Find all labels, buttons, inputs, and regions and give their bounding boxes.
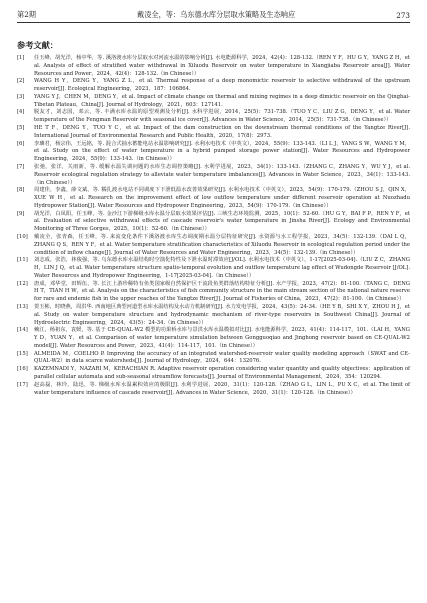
reference-text: ALMEIDA M，COELHO P. Improving the accuracy of an integrated watershed-reservoir water quality modeling approach（SWAT and CE-QUAL-W2）in data scarce watersheds[J]. Journal of Hydrology，2024，644：132076.: [34, 350, 410, 365]
reference-item: [17, 281, 410, 304]
reference-item: [17, 109, 410, 125]
issue-label: 第2期: [17, 10, 36, 19]
reference-text: 刘志成，张浩，林俊强，等. 乌东德水库水温结构时空演化特性及下泄水温时滞效应[J/OL]. 水利水电技术（中英文），1-17[2025-03-04].（LIU Z C，ZHANG H，LIN J Q，et al. Water temperature structure spatio-temporal evolution and outflow temperature lag effect of Wudongde Reservoir [J/OL]. Water Resources and Hydropower Engineering，1-17[2025-03-04].（in Chinese））: [34, 257, 410, 279]
reference-item: [17, 382, 410, 398]
reference-number: [16]: [17, 366, 28, 373]
reference-item: [17, 125, 410, 141]
reference-text: HE T F，DENG Y，TUO Y C，et al. Impact of the dam construction on the downstream thermal conditions of the Yangtze River[J]. International Journal of Environmental Research and Public Health，2020，17(8)：2973.: [34, 125, 410, 139]
reference-item: [17, 351, 410, 367]
reference-number: [1]: [17, 55, 25, 61]
page-number: 273: [396, 11, 410, 20]
reference-text: WANG H Y，DENG Y，YANG Z L，et al. Thermal response of a deep monomictic reservoir to selective withdrawal of the upstream reservoir[J]. Ecological Engineering，2023，187：106864.: [34, 78, 410, 93]
reference-number: [6]: [17, 140, 25, 147]
reference-text: 赖江，杨祖东，袁媛，等. 基于 CE-QUAL-W2 模型的功果桥水库与景洪水库水温模拟对比[J]. 水电能源科学，2023，41(4)：114-117，101.（LAI H，YANG Y D，YUAN Y，et al. Comparison of water temperature simulation between Gongguoqiao and Jinghong reservoir based on CE-QUAL-W2 model[J]. Water Resources and Power，2023，41(4)：114-117，101.（in Chinese））: [34, 327, 410, 349]
reference-text: 脱友才，刘志国，邓云，等. 丰满水库水温的原型观测及分析[J]. 水科学进展，2014，25(5)：731-738.（TUO Y C，LIU Z G，DENG Y，et al. Water temperature of the Fengman Reservoir with seasonal ice cover[J]. Advances in Water Science，2014，25(5)：731-738.（in Chinese））: [34, 109, 410, 124]
reference-number: [2]: [17, 78, 25, 85]
reference-item: [17, 211, 410, 234]
reference-number: [12]: [17, 280, 28, 287]
reference-text: 周建佳，李鑫，薛文斌，等. 糯扎渡水电站不同调度下下泄低温水改善效果研究[J]. 水利水电技术（中英文），2023，54(9)：170-179.（ZHOU S J，QIN X，XUE W H，et al. Research on the improvement effect of low outflow temperature under different reservoir operation at Nuozhadu Hydropower Station[J]. Water Resources and Hydropower Engineering，2023，54(9)：170-179.（in Chinese））: [34, 187, 410, 209]
section-title: 参考文献：: [17, 40, 58, 50]
reference-text: 张弛，张洋，关雨新，等. 缓解水温失调问题的水库生态调控策略[J]. 水利学进展，2023，34(1)：133-143.（ZHANG C，ZHANG Y，WU Y J，et al. Reservoir ecological regulation strategy to alleviate water temperature imbalances[J]. Advances in Water Science，2023，34(1)：133-143.（in Chinese））: [34, 163, 410, 186]
reference-list: [17, 55, 410, 397]
reference-number: [8]: [17, 187, 25, 194]
reference-item: [17, 141, 410, 164]
document-page: [0, 3, 427, 603]
reference-number: [7]: [17, 163, 25, 170]
reference-number: [14]: [17, 327, 28, 334]
reference-text: 唐成，邓华堂，田辉伍，等. 长江上游珍稀特有鱼类国家级自然保护区干流段鱼类群落结构特征分析[J]. 水产学报，2023，47(2)：81-100.（TANG C，DENG H T，TIAN H W，et al. Analysis on the characteristics of fish community structure in the main stream section of the national nature reserve for rare and endemic fish in the upper reaches of the Yangtze River[J]. Journal of Fisheries of China，2023，47(2)：81-100.（in Chinese））: [34, 280, 410, 303]
reference-text: 胡光洋，白凤阳，任玉峰，等. 金沙江下游梯级水库水温分层取水效果评估[J]. 三峡生态环境监测，2025，10(1)：52-60.（HU G Y，BAI F P，REN Y F，et al. Evaluation of selective withdrawal effects of cascade reservoir's water temperature in Jinsha River[J]. Ecology and Environmental Monitoring of Three Gorges，2025，10(1)：52-60.（in Chinese））: [34, 210, 410, 233]
running-title: 戴凌全，等：乌东德水库分层取水策略及生态响应: [137, 10, 296, 19]
reference-item: [17, 55, 410, 78]
reference-number: [15]: [17, 350, 28, 357]
reference-item: [17, 327, 410, 350]
reference-number: [11]: [17, 257, 28, 264]
reference-number: [5]: [17, 125, 25, 132]
reference-text: YANG Y J，CHEN M，DENG Y，et al. Impact of climate change on thermal and mixing regimes in a deep dimictic reservoir on the Qinghai-Tibetan Plateau，China[J]. Journal of Hydrology，2021，603：127141.: [34, 93, 410, 108]
reference-number: [13]: [17, 304, 28, 310]
reference-item: [17, 257, 410, 280]
reference-item: [17, 187, 410, 210]
reference-text: 任玉峰，胡光洋，杨中华，等. 溪洛渡水库分层取水对河流水温的影响分析[J]. 水电能源科学，2024，42(4)：128-132.（REN Y F，HU G Y，YANG Z H，et al. Analysis of effect of stratified water withdrawal in Xiluodu Reservoir on water temperature in Xiangjiaba Reservoir area[J]. Water Resources and Power，2024，42(4)：128-132.（in Chinese））: [34, 55, 410, 77]
reference-item: [17, 234, 410, 257]
reference-number: [9]: [17, 210, 25, 217]
reference-text: KAZEMNADI Y，NAZARI M，KERACHIAN R. Adaptive reservoir operation considering water quantity and quality objectives：application of parallel cellular automata and sub-seasonal streamflow forecasts[J]. Journal of Environmental Management，2024，354：120294.: [34, 366, 410, 381]
running-header: [17, 3, 410, 23]
reference-item: [17, 78, 410, 94]
reference-text: 贺玉彬，时晓燕，周洪华. 西南地区典型河道型水库水温结构及水动力机制研究[J]. 水力发电学报，2024，43(5)：24-34.（HE Y B，SHI X Y，ZHOU H J，et al. Study on water temperature structure and hydrodynamic mechanism of river-type reservoirs in Southwest China[J]. Journal of Hydroelectric Engineering，2024，43(5)：24-34.（in Chinese））: [34, 304, 410, 326]
reference-text: 李璘君，杨宗伟，王远铭，等. 混合式抽水蓄能电站水温影响研究[J]. 水利水电技术（中英文），2024，55(9)：133-143.（LI L J，YANG S W，WANG Y M，et al. Study on the effect of water temperature in a hybrid pumped storage power station[J]. Water Resources and Hydropower Engineering，2024，55(9)：133-143.（in Chinese））: [34, 140, 410, 163]
reference-item: [17, 94, 410, 110]
reference-item: [17, 304, 410, 327]
reference-item: [17, 164, 410, 187]
reference-number: [17]: [17, 381, 28, 388]
reference-number: [3]: [17, 93, 25, 100]
reference-text: 戴凌全，张青森，任玉峰，等. 来流变化条件下溪洛渡水库生态调度期水温分层特征研究[J]. 水资源与水工程学报，2023，34(5)：132-139.（DAI L Q，ZHANG Q S，REN Y F，et al. Water temperature stratification characteristics of Xiluodu Reservoir in ecological regulation period under the condition of inflow change[J]. Journal of Water Resources and Water Engineering，2023，34(5)：132-139.（in Chinese））: [34, 233, 410, 256]
reference-number: [10]: [17, 233, 28, 240]
reference-number: [4]: [17, 109, 25, 116]
reference-text: 赵高磊，林玲，陆迅，等. 梯级水库水温累积效应的极限[J]. 水利学进展，2020，31(1)：120-128.（ZHAO G L，LIN L，PU X C，et al. The limit of water temperature influence of cascade reservoir[J]. Advances in Water Science，2020，31(1)：120-128.（in Chinese））: [34, 381, 410, 396]
reference-item: [17, 366, 410, 382]
